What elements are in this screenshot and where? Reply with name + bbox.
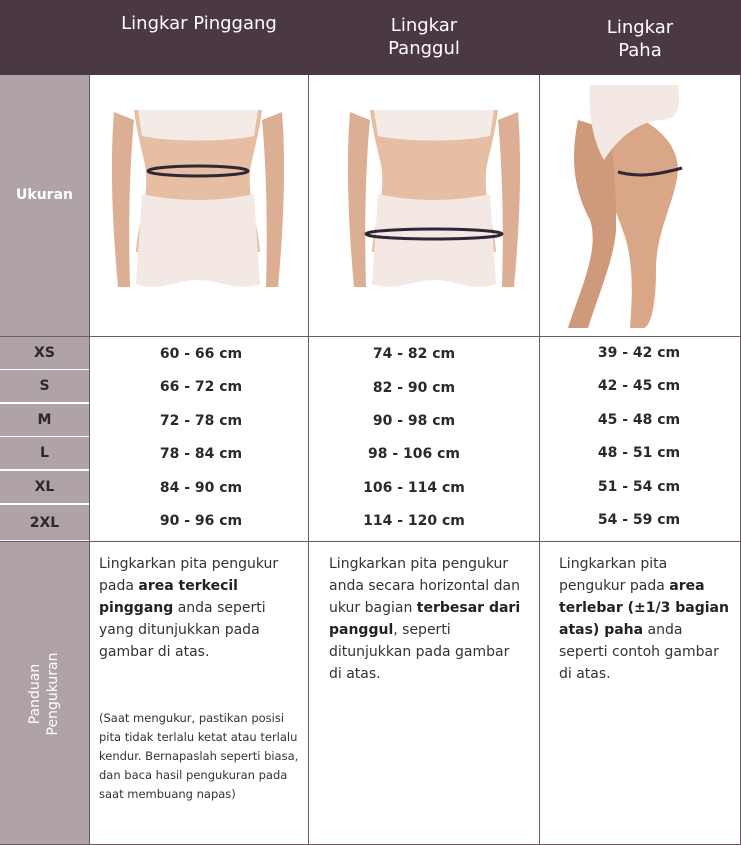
waist-value-m: 72 - 78 cm	[159, 413, 243, 429]
waist-value-xs: 60 - 66 cm	[159, 346, 243, 362]
thigh-value-l: 48 - 51 cm	[597, 445, 681, 461]
size-label-m: M	[0, 404, 89, 437]
waist-figure-icon	[108, 102, 288, 292]
grid-vline-2	[308, 75, 309, 845]
hip-value-s: 82 - 90 cm	[372, 380, 456, 396]
guide-hip-pre: Lingkarkan pita pengukur anda secara horizontal dan ukur bagian	[329, 556, 520, 616]
header-thigh-line-2: Paha	[618, 40, 662, 61]
thigh-figure-icon	[560, 80, 690, 330]
guide-thigh	[559, 553, 731, 685]
grid-vline-1	[89, 75, 90, 845]
size-label-xl: XL	[0, 471, 89, 504]
side-label-ukuran	[0, 75, 89, 336]
guide-thigh-pre: Lingkarkan pita pengukur pada	[559, 556, 670, 594]
header-thigh	[539, 0, 741, 75]
hip-figure-icon	[344, 102, 524, 292]
hip-value-xs: 74 - 82 cm	[372, 346, 456, 362]
grid-vline-3	[539, 75, 540, 845]
guide-waist-bold: area terkecil pinggang	[99, 578, 238, 616]
size-label-2xl: 2XL	[0, 505, 89, 541]
grid-hline-guides	[0, 541, 741, 542]
size-label-s: S	[0, 370, 89, 403]
header-waist-line-1: Lingkar Pinggang	[121, 13, 277, 34]
size-label-l: L	[0, 437, 89, 470]
ukuran-label: Ukuran	[16, 187, 73, 203]
guide-hip	[329, 553, 523, 685]
waist-value-l: 78 - 84 cm	[159, 446, 243, 462]
grid-hline-images	[0, 336, 741, 337]
header-hip-line-2: Panggul	[388, 38, 460, 59]
guide-waist-note: (Saat mengukur, pastikan posisi pita tidak terlalu ketat atau terlalu kendur. Bernapaslah seperti biasa, dan baca hasil pengukuran pada saat membuang napas)	[99, 711, 299, 801]
guide-waist	[99, 553, 289, 663]
guide-thigh-post: anda seperti contoh gambar di atas.	[559, 622, 719, 682]
hip-value-xl: 106 - 114 cm	[363, 480, 465, 496]
header-thigh-line-1: Lingkar	[606, 17, 674, 38]
panduan-label	[26, 653, 62, 736]
guide-hip-bold: terbesar dari panggul	[329, 600, 521, 638]
side-label-panduan	[0, 542, 89, 845]
waist-value-xl: 84 - 90 cm	[159, 480, 243, 496]
thigh-value-2xl: 54 - 59 cm	[597, 512, 681, 528]
guide-waist-pre: Lingkarkan pita pengukur pada	[99, 556, 279, 594]
guide-hip-post: , seperti ditunjukkan pada gambar di atas.	[329, 622, 510, 682]
thigh-value-xl: 51 - 54 cm	[597, 479, 681, 495]
hip-value-2xl: 114 - 120 cm	[363, 513, 465, 529]
hip-value-m: 90 - 98 cm	[372, 413, 456, 429]
panduan-line-1: Panduan	[27, 663, 43, 725]
header-hip	[309, 0, 539, 75]
waist-value-s: 66 - 72 cm	[159, 379, 243, 395]
thigh-value-s: 42 - 45 cm	[597, 378, 681, 394]
panduan-line-2: Pengukuran	[45, 652, 61, 736]
thigh-value-m: 45 - 48 cm	[597, 412, 681, 428]
header-waist	[89, 0, 309, 75]
hip-value-l: 98 - 106 cm	[367, 446, 461, 462]
size-label-xs: XS	[0, 337, 89, 370]
thigh-value-xs: 39 - 42 cm	[597, 345, 681, 361]
waist-value-2xl: 90 - 96 cm	[159, 513, 243, 529]
header-hip-line-1: Lingkar	[390, 15, 458, 36]
guide-thigh-bold: area terlebar (±1/3 bagian atas) paha	[559, 578, 729, 638]
guide-waist-post: anda seperti yang ditunjukkan pada gambar di atas.	[99, 600, 266, 660]
